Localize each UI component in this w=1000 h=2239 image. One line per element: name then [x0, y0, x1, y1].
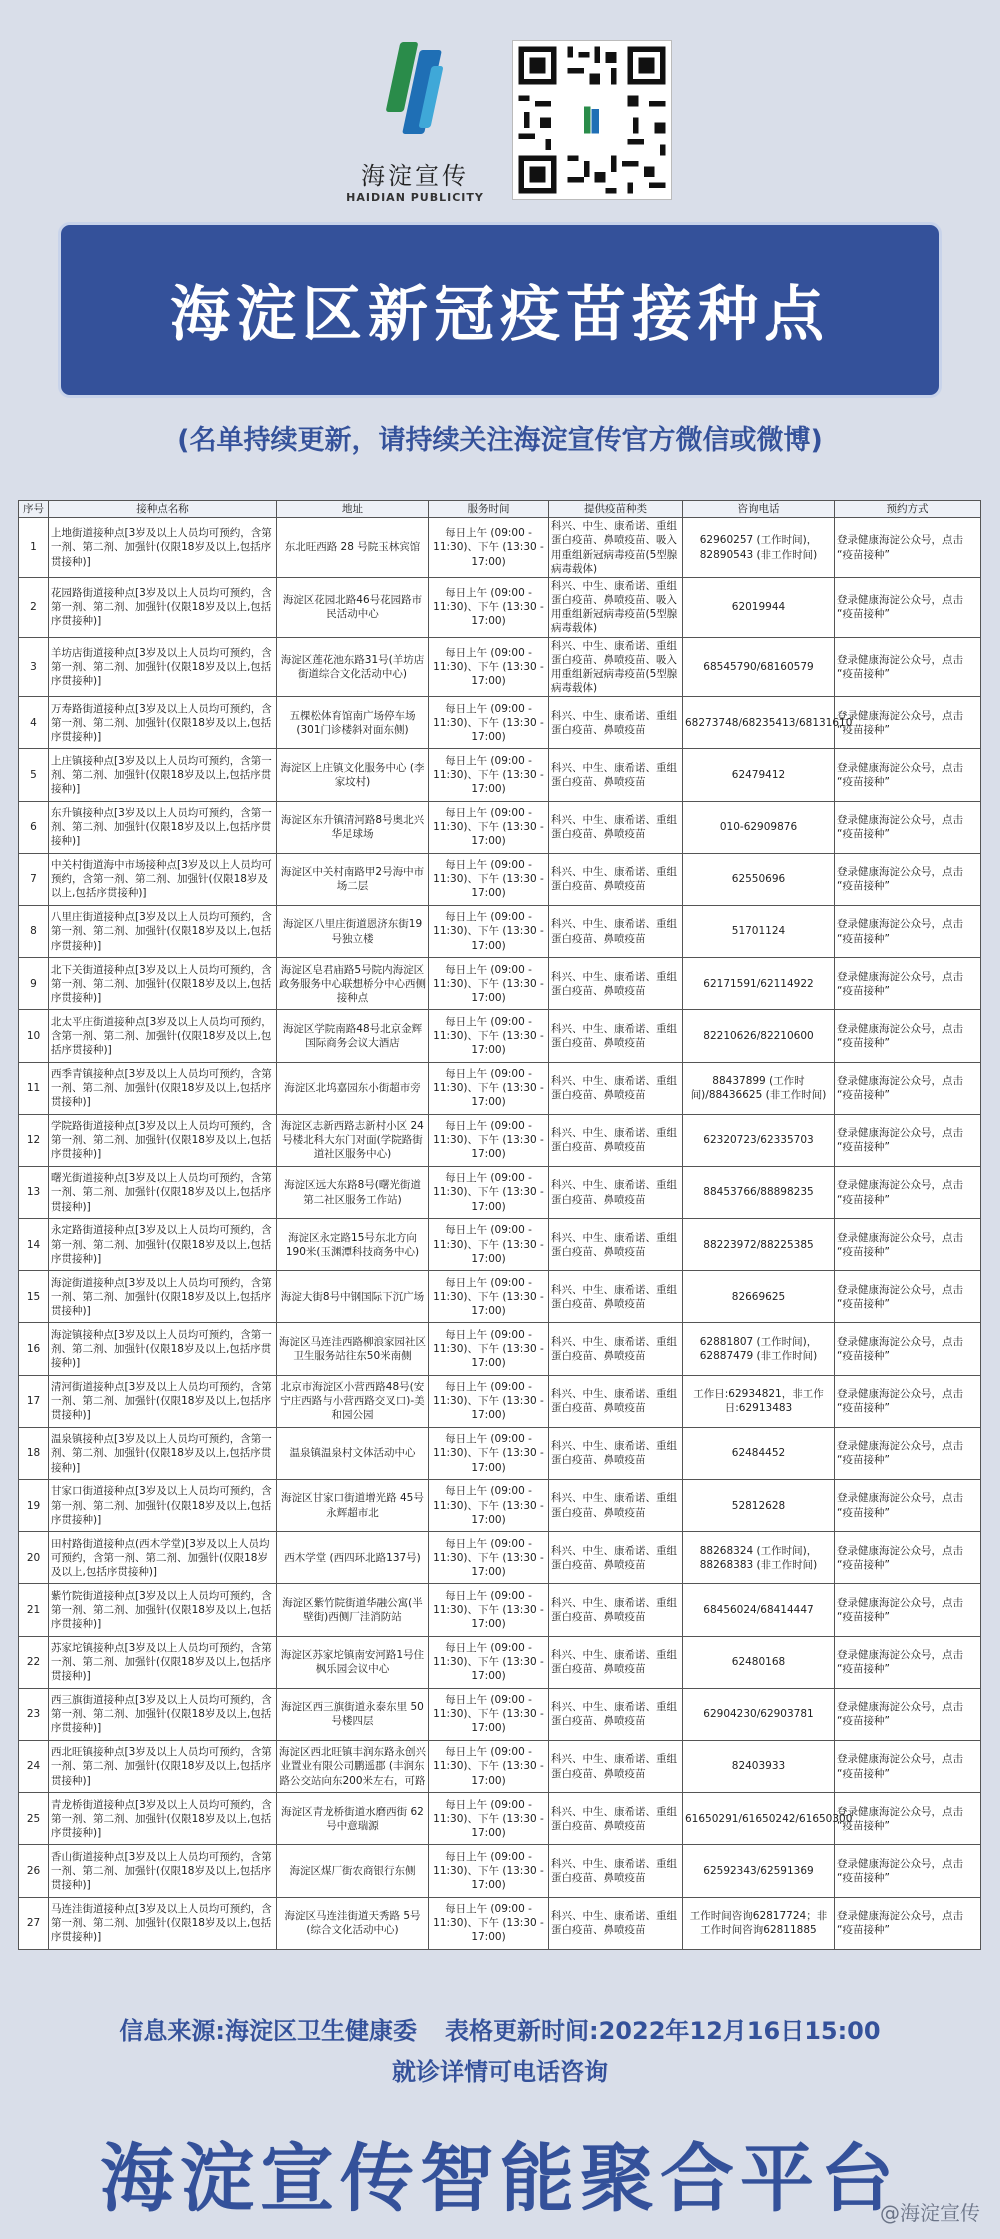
consult-phone: 68456024/68414447: [683, 1584, 835, 1636]
site-name: 上庄镇接种点[3岁及以上人员均可预约，含第一剂、第二剂、加强针(仅限18岁及以上,包括序贯接种)]: [49, 749, 277, 801]
site-address: 海淀区甘家口街道增光路 45号永辉超市北: [277, 1480, 429, 1532]
service-time: 每日上午 (09:00 - 11:30)、下午 (13:30 - 17:00): [429, 697, 549, 749]
footer-info: [0, 2011, 1000, 2087]
vaccine-types: 科兴、中生、康希诺、重组蛋白疫苗、鼻喷疫苗、吸入用重组新冠病毒疫苗(5型腺病毒载体): [549, 577, 683, 637]
qr-code-icon: [513, 41, 671, 199]
row-number: 12: [19, 1114, 49, 1166]
column-header: 预约方式: [835, 501, 981, 518]
vaccine-types: 科兴、中生、康希诺、重组蛋白疫苗、鼻喷疫苗: [549, 1219, 683, 1271]
table-row: [19, 1219, 981, 1271]
booking-method: 登录健康海淀公众号，点击 “疫苗接种”: [835, 1062, 981, 1114]
site-name: 北太平庄街道接种点[3岁及以上人员均可预约，含第一剂、第二剂、加强针(仅限18岁及以上,包括序贯接种)]: [49, 1010, 277, 1062]
site-address: 海淀大街8号中钢国际下沉广场: [277, 1271, 429, 1323]
row-number: 27: [19, 1897, 49, 1949]
page-title: 海淀区新冠疫苗接种点: [170, 280, 830, 350]
row-number: 6: [19, 801, 49, 853]
site-address: 海淀区永定路15号东北方向190米(玉渊潭科技商务中心): [277, 1219, 429, 1271]
column-header: 接种点名称: [49, 501, 277, 518]
site-address: 海淀区上庄镇文化服务中心 (李家坟村): [277, 749, 429, 801]
consult-phone: 62171591/62114922: [683, 958, 835, 1010]
service-time: 每日上午 (09:00 - 11:30)、下午 (13:30 - 17:00): [429, 577, 549, 637]
site-name: 青龙桥街道接种点[3岁及以上人员均可预约，含第一剂、第二剂、加强针(仅限18岁及以上,包括序贯接种)]: [49, 1793, 277, 1845]
booking-method: 登录健康海淀公众号，点击 “疫苗接种”: [835, 1688, 981, 1740]
site-name: 田村路街道接种点(西木学堂)[3岁及以上人员均可预约，含第一剂、第二剂、加强针(仅限18岁及以上,包括序贯接种)]: [49, 1532, 277, 1584]
table-row: [19, 1062, 981, 1114]
site-address: 海淀区北坞嘉园东小街超市旁: [277, 1062, 429, 1114]
table-row: [19, 1584, 981, 1636]
consult-phone: 68273748/68235413/68131610: [683, 697, 835, 749]
logo-mark-icon: [375, 36, 455, 146]
table-row: [19, 1845, 981, 1897]
booking-method: 登录健康海淀公众号，点击 “疫苗接种”: [835, 577, 981, 637]
vaccine-types: 科兴、中生、康希诺、重组蛋白疫苗、鼻喷疫苗: [549, 1114, 683, 1166]
consult-phone: 62550696: [683, 853, 835, 905]
table-row: [19, 749, 981, 801]
logo-text-en: HAIDIAN PUBLICITY: [346, 191, 484, 204]
service-time: 每日上午 (09:00 - 11:30)、下午 (13:30 - 17:00): [429, 1793, 549, 1845]
haidian-logo: [340, 36, 490, 206]
row-number: 20: [19, 1532, 49, 1584]
column-header: 咨询电话: [683, 501, 835, 518]
booking-method: 登录健康海淀公众号，点击 “疫苗接种”: [835, 1010, 981, 1062]
vaccination-sites-table: [18, 500, 980, 1950]
vaccine-types: 科兴、中生、康希诺、重组蛋白疫苗、鼻喷疫苗: [549, 697, 683, 749]
row-number: 10: [19, 1010, 49, 1062]
booking-method: 登录健康海淀公众号，点击 “疫苗接种”: [835, 1897, 981, 1949]
consult-phone: 62479412: [683, 749, 835, 801]
consult-phone: 62019944: [683, 577, 835, 637]
table-row: [19, 1323, 981, 1375]
logo-text-cn: 海淀宣传: [361, 162, 469, 190]
vaccine-types: 科兴、中生、康希诺、重组蛋白疫苗、鼻喷疫苗: [549, 1532, 683, 1584]
site-address: 海淀区马连洼西路柳浪家园社区卫生服务站往东50米南侧: [277, 1323, 429, 1375]
site-name: 东升镇接种点[3岁及以上人员均可预约，含第一剂、第二剂、加强针(仅限18岁及以上,包括序贯接种)]: [49, 801, 277, 853]
column-header: 提供疫苗种类: [549, 501, 683, 518]
site-address: 温泉镇温泉村文体活动中心: [277, 1427, 429, 1479]
vaccine-types: 科兴、中生、康希诺、重组蛋白疫苗、鼻喷疫苗: [549, 853, 683, 905]
consult-phone: 62320723/62335703: [683, 1114, 835, 1166]
vaccine-types: 科兴、中生、康希诺、重组蛋白疫苗、鼻喷疫苗: [549, 1688, 683, 1740]
service-time: 每日上午 (09:00 - 11:30)、下午 (13:30 - 17:00): [429, 1271, 549, 1323]
booking-method: 登录健康海淀公众号，点击 “疫苗接种”: [835, 1584, 981, 1636]
vaccine-types: 科兴、中生、康希诺、重组蛋白疫苗、鼻喷疫苗: [549, 1636, 683, 1688]
row-number: 19: [19, 1480, 49, 1532]
column-header: 序号: [19, 501, 49, 518]
site-name: 西三旗街道接种点[3岁及以上人员均可预约，含第一剂、第二剂、加强针(仅限18岁及以上,包括序贯接种)]: [49, 1688, 277, 1740]
vaccine-types: 科兴、中生、康希诺、重组蛋白疫苗、鼻喷疫苗: [549, 1010, 683, 1062]
site-address: 海淀区学院南路48号北京金辉国际商务会议大酒店: [277, 1010, 429, 1062]
table-row: [19, 905, 981, 957]
row-number: 11: [19, 1062, 49, 1114]
consult-phone: 工作日:62934821，非工作日:62913483: [683, 1375, 835, 1427]
booking-method: 登录健康海淀公众号，点击 “疫苗接种”: [835, 518, 981, 578]
service-time: 每日上午 (09:00 - 11:30)、下午 (13:30 - 17:00): [429, 1584, 549, 1636]
site-address: 海淀区皂君庙路5号院内海淀区政务服务中心联想桥分中心西侧接种点: [277, 958, 429, 1010]
site-address: 西木学堂 (西四环北路137号): [277, 1532, 429, 1584]
row-number: 21: [19, 1584, 49, 1636]
table-row: [19, 958, 981, 1010]
table-row: [19, 853, 981, 905]
subtitle: (名单持续更新，请持续关注海淀宣传官方微信或微博): [177, 425, 823, 456]
site-address: 海淀区志新西路志新村小区 24号楼北科大东门对面(学院路街道社区服务中心): [277, 1114, 429, 1166]
service-time: 每日上午 (09:00 - 11:30)、下午 (13:30 - 17:00): [429, 1845, 549, 1897]
column-header: 地址: [277, 501, 429, 518]
consult-phone: 62592343/62591369: [683, 1845, 835, 1897]
booking-method: 登录健康海淀公众号，点击 “疫苗接种”: [835, 1323, 981, 1375]
consult-phone: 62904230/62903781: [683, 1688, 835, 1740]
row-number: 2: [19, 577, 49, 637]
vaccine-types: 科兴、中生、康希诺、重组蛋白疫苗、鼻喷疫苗: [549, 801, 683, 853]
service-time: 每日上午 (09:00 - 11:30)、下午 (13:30 - 17:00): [429, 1323, 549, 1375]
table-row: [19, 518, 981, 578]
service-time: 每日上午 (09:00 - 11:30)、下午 (13:30 - 17:00): [429, 1062, 549, 1114]
row-number: 7: [19, 853, 49, 905]
vaccine-types: 科兴、中生、康希诺、重组蛋白疫苗、鼻喷疫苗: [549, 1323, 683, 1375]
table-row: [19, 1897, 981, 1949]
update-time: 表格更新时间:2022年12月16日15:00: [445, 2017, 881, 2045]
table-row: [19, 1793, 981, 1845]
service-time: 每日上午 (09:00 - 11:30)、下午 (13:30 - 17:00): [429, 637, 549, 697]
vaccine-types: 科兴、中生、康希诺、重组蛋白疫苗、鼻喷疫苗、吸入用重组新冠病毒疫苗(5型腺病毒载体): [549, 518, 683, 578]
booking-method: 登录健康海淀公众号，点击 “疫苗接种”: [835, 905, 981, 957]
table-row: [19, 1010, 981, 1062]
row-number: 3: [19, 637, 49, 697]
booking-method: 登录健康海淀公众号，点击 “疫苗接种”: [835, 1427, 981, 1479]
vaccine-types: 科兴、中生、康希诺、重组蛋白疫苗、鼻喷疫苗: [549, 1584, 683, 1636]
booking-method: 登录健康海淀公众号，点击 “疫苗接种”: [835, 1740, 981, 1792]
consult-phone: 62881807 (工作时间)，62887479 (非工作时间): [683, 1323, 835, 1375]
table-row: [19, 1114, 981, 1166]
service-time: 每日上午 (09:00 - 11:30)、下午 (13:30 - 17:00): [429, 1532, 549, 1584]
booking-method: 登录健康海淀公众号，点击 “疫苗接种”: [835, 853, 981, 905]
booking-method: 登录健康海淀公众号，点击 “疫苗接种”: [835, 801, 981, 853]
site-address: 五棵松体育馆南广场停车场(301门诊楼斜对面东侧): [277, 697, 429, 749]
site-name: 马连洼街道接种点[3岁及以上人员均可预约，含第一剂、第二剂、加强针(仅限18岁及以上,包括序贯接种)]: [49, 1897, 277, 1949]
booking-method: 登录健康海淀公众号，点击 “疫苗接种”: [835, 958, 981, 1010]
consult-phone: 52812628: [683, 1480, 835, 1532]
service-time: 每日上午 (09:00 - 11:30)、下午 (13:30 - 17:00): [429, 1010, 549, 1062]
title-banner: [58, 222, 942, 398]
row-number: 24: [19, 1740, 49, 1792]
site-address: 海淀区远大东路8号(曙光街道第二社区服务工作站): [277, 1166, 429, 1218]
site-name: 甘家口街道接种点[3岁及以上人员均可预约，含第一剂、第二剂、加强针(仅限18岁及以上,包括序贯接种)]: [49, 1480, 277, 1532]
row-number: 23: [19, 1688, 49, 1740]
row-number: 13: [19, 1166, 49, 1218]
table-row: [19, 697, 981, 749]
row-number: 9: [19, 958, 49, 1010]
site-name: 八里庄街道接种点[3岁及以上人员均可预约，含第一剂、第二剂、加强针(仅限18岁及以上,包括序贯接种)]: [49, 905, 277, 957]
site-name: 永定路街道接种点[3岁及以上人员均可预约，含第一剂、第二剂、加强针(仅限18岁及以上,包括序贯接种)]: [49, 1219, 277, 1271]
booking-method: 登录健康海淀公众号，点击 “疫苗接种”: [835, 1845, 981, 1897]
consult-phone: 82210626/82210600: [683, 1010, 835, 1062]
site-address: 海淀区中关村南路甲2号海中市场二层: [277, 853, 429, 905]
consult-phone: 62960257 (工作时间)，82890543 (非工作时间): [683, 518, 835, 578]
site-address: 海淀区马连洼街道天秀路 5号(综合文化活动中心): [277, 1897, 429, 1949]
site-name: 西季青镇接种点[3岁及以上人员均可预约，含第一剂、第二剂、加强针(仅限18岁及以上,包括序贯接种)]: [49, 1062, 277, 1114]
row-number: 8: [19, 905, 49, 957]
table-row: [19, 1427, 981, 1479]
booking-method: 登录健康海淀公众号，点击 “疫苗接种”: [835, 749, 981, 801]
row-number: 16: [19, 1323, 49, 1375]
site-name: 海淀镇接种点[3岁及以上人员均可预约，含第一剂、第二剂、加强针(仅限18岁及以上,包括序贯接种)]: [49, 1323, 277, 1375]
weibo-watermark: @海淀宣传: [880, 2201, 980, 2225]
site-address: 海淀区紫竹院街道华融公寓(半壁街)西侧厂洼消防站: [277, 1584, 429, 1636]
service-time: 每日上午 (09:00 - 11:30)、下午 (13:30 - 17:00): [429, 1427, 549, 1479]
booking-method: 登录健康海淀公众号，点击 “疫苗接种”: [835, 1532, 981, 1584]
site-name: 上地街道接种点[3岁及以上人员均可预约，含第一剂、第二剂、加强针(仅限18岁及以上,包括序贯接种)]: [49, 518, 277, 578]
vaccine-types: 科兴、中生、康希诺、重组蛋白疫苗、鼻喷疫苗: [549, 749, 683, 801]
site-name: 北下关街道接种点[3岁及以上人员均可预约，含第一剂、第二剂、加强针(仅限18岁及以上,包括序贯接种)]: [49, 958, 277, 1010]
site-name: 海淀街道接种点[3岁及以上人员均可预约，含第一剂、第二剂、加强针(仅限18岁及以上,包括序贯接种)]: [49, 1271, 277, 1323]
service-time: 每日上午 (09:00 - 11:30)、下午 (13:30 - 17:00): [429, 1166, 549, 1218]
site-address: 海淀区煤厂街农商银行东侧: [277, 1845, 429, 1897]
consult-phone: 82669625: [683, 1271, 835, 1323]
consult-phone: 62484452: [683, 1427, 835, 1479]
qr-code[interactable]: [512, 40, 672, 200]
site-name: 万寿路街道接种点[3岁及以上人员均可预约，含第一剂、第二剂、加强针(仅限18岁及以上,包括序贯接种)]: [49, 697, 277, 749]
booking-method: 登录健康海淀公众号，点击 “疫苗接种”: [835, 697, 981, 749]
consult-phone: 61650291/61650242/61650300: [683, 1793, 835, 1845]
consult-phone: 68545790/68160579: [683, 637, 835, 697]
site-name: 紫竹院街道接种点[3岁及以上人员均可预约，含第一剂、第二剂、加强针(仅限18岁及以上,包括序贯接种)]: [49, 1584, 277, 1636]
booking-method: 登录健康海淀公众号，点击 “疫苗接种”: [835, 1219, 981, 1271]
service-time: 每日上午 (09:00 - 11:30)、下午 (13:30 - 17:00): [429, 1740, 549, 1792]
consult-phone: 88453766/88898235: [683, 1166, 835, 1218]
consult-phone: 82403933: [683, 1740, 835, 1792]
site-name: 羊坊店街道接种点[3岁及以上人员均可预约，含第一剂、第二剂、加强针(仅限18岁及以上,包括序贯接种)]: [49, 637, 277, 697]
row-number: 22: [19, 1636, 49, 1688]
table-row: [19, 1688, 981, 1740]
row-number: 5: [19, 749, 49, 801]
table-row: [19, 801, 981, 853]
site-address: 海淀区八里庄街道恩济东街19号独立楼: [277, 905, 429, 957]
booking-method: 登录健康海淀公众号，点击 “疫苗接种”: [835, 1114, 981, 1166]
site-name: 曙光街道接种点[3岁及以上人员均可预约，含第一剂、第二剂、加强针(仅限18岁及以上,包括序贯接种)]: [49, 1166, 277, 1218]
consult-phone: 88223972/88225385: [683, 1219, 835, 1271]
column-header: 服务时间: [429, 501, 549, 518]
booking-method: 登录健康海淀公众号，点击 “疫苗接种”: [835, 637, 981, 697]
vaccine-types: 科兴、中生、康希诺、重组蛋白疫苗、鼻喷疫苗: [549, 958, 683, 1010]
consult-note: 就诊详情可电话咨询: [392, 2058, 608, 2086]
service-time: 每日上午 (09:00 - 11:30)、下午 (13:30 - 17:00): [429, 853, 549, 905]
site-address: 海淀区西北旺镇丰润东路永创兴业置业有限公司鹏遥郡 (丰润东路公交站向东200米左右，可路: [277, 1740, 429, 1792]
table-header-row: [19, 501, 981, 518]
vaccine-types: 科兴、中生、康希诺、重组蛋白疫苗、鼻喷疫苗: [549, 1375, 683, 1427]
vaccine-types: 科兴、中生、康希诺、重组蛋白疫苗、鼻喷疫苗: [549, 1793, 683, 1845]
booking-method: 登录健康海淀公众号，点击 “疫苗接种”: [835, 1166, 981, 1218]
vaccine-types: 科兴、中生、康希诺、重组蛋白疫苗、鼻喷疫苗: [549, 1845, 683, 1897]
service-time: 每日上午 (09:00 - 11:30)、下午 (13:30 - 17:00): [429, 801, 549, 853]
site-address: 北京市海淀区小营西路48号(安宁庄西路与小营西路交叉口)-美和园公园: [277, 1375, 429, 1427]
vaccine-types: 科兴、中生、康希诺、重组蛋白疫苗、鼻喷疫苗: [549, 905, 683, 957]
booking-method: 登录健康海淀公众号，点击 “疫苗接种”: [835, 1375, 981, 1427]
table-row: [19, 1480, 981, 1532]
header: [0, 0, 1000, 215]
consult-phone: 010-62909876: [683, 801, 835, 853]
site-name: 西北旺镇接种点[3岁及以上人员均可预约，含第一剂、第二剂、加强针(仅限18岁及以上,包括序贯接种)]: [49, 1740, 277, 1792]
service-time: 每日上午 (09:00 - 11:30)、下午 (13:30 - 17:00): [429, 905, 549, 957]
vaccine-types: 科兴、中生、康希诺、重组蛋白疫苗、鼻喷疫苗: [549, 1271, 683, 1323]
row-number: 15: [19, 1271, 49, 1323]
booking-method: 登录健康海淀公众号，点击 “疫苗接种”: [835, 1480, 981, 1532]
service-time: 每日上午 (09:00 - 11:30)、下午 (13:30 - 17:00): [429, 958, 549, 1010]
service-time: 每日上午 (09:00 - 11:30)、下午 (13:30 - 17:00): [429, 1480, 549, 1532]
table-row: [19, 637, 981, 697]
row-number: 1: [19, 518, 49, 578]
table-row: [19, 1375, 981, 1427]
site-address: 海淀区莲花池东路31号(羊坊店街道综合文化活动中心): [277, 637, 429, 697]
table-row: [19, 1532, 981, 1584]
service-time: 每日上午 (09:00 - 11:30)、下午 (13:30 - 17:00): [429, 1114, 549, 1166]
platform-title: 海淀宣传智能聚合平台: [100, 2136, 900, 2222]
site-address: 海淀区西三旗街道永泰东里 50号楼四层: [277, 1688, 429, 1740]
site-name: 温泉镇接种点[3岁及以上人员均可预约，含第一剂、第二剂、加强针(仅限18岁及以上,包括序贯接种)]: [49, 1427, 277, 1479]
table-row: [19, 1740, 981, 1792]
booking-method: 登录健康海淀公众号，点击 “疫苗接种”: [835, 1271, 981, 1323]
consult-phone: 88268324 (工作时间)，88268383 (非工作时间): [683, 1532, 835, 1584]
service-time: 每日上午 (09:00 - 11:30)、下午 (13:30 - 17:00): [429, 1688, 549, 1740]
vaccine-types: 科兴、中生、康希诺、重组蛋白疫苗、鼻喷疫苗、吸入用重组新冠病毒疫苗(5型腺病毒载体): [549, 637, 683, 697]
service-time: 每日上午 (09:00 - 11:30)、下午 (13:30 - 17:00): [429, 1375, 549, 1427]
site-name: 清河街道接种点[3岁及以上人员均可预约，含第一剂、第二剂、加强针(仅限18岁及以上,包括序贯接种)]: [49, 1375, 277, 1427]
site-name: 花园路街道接种点[3岁及以上人员均可预约，含第一剂、第二剂、加强针(仅限18岁及以上,包括序贯接种)]: [49, 577, 277, 637]
consult-phone: 88437899 (工作时间)/88436625 (非工作时间): [683, 1062, 835, 1114]
table-row: [19, 1166, 981, 1218]
info-source: 信息来源:海淀区卫生健康委: [119, 2017, 417, 2045]
site-name: 香山街道接种点[3岁及以上人员均可预约，含第一剂、第二剂、加强针(仅限18岁及以上,包括序贯接种)]: [49, 1845, 277, 1897]
service-time: 每日上午 (09:00 - 11:30)、下午 (13:30 - 17:00): [429, 1636, 549, 1688]
site-name: 学院路街道接种点[3岁及以上人员均可预约，含第一剂、第二剂、加强针(仅限18岁及以上,包括序贯接种)]: [49, 1114, 277, 1166]
row-number: 18: [19, 1427, 49, 1479]
vaccine-types: 科兴、中生、康希诺、重组蛋白疫苗、鼻喷疫苗: [549, 1166, 683, 1218]
vaccine-types: 科兴、中生、康希诺、重组蛋白疫苗、鼻喷疫苗: [549, 1427, 683, 1479]
site-address: 海淀区苏家坨镇南安河路1号住枫乐园会议中心: [277, 1636, 429, 1688]
table-row: [19, 1636, 981, 1688]
service-time: 每日上午 (09:00 - 11:30)、下午 (13:30 - 17:00): [429, 749, 549, 801]
consult-phone: 51701124: [683, 905, 835, 957]
service-time: 每日上午 (09:00 - 11:30)、下午 (13:30 - 17:00): [429, 518, 549, 578]
table-row: [19, 1271, 981, 1323]
consult-phone: 工作时间咨询62817724；非工作时间咨询62811885: [683, 1897, 835, 1949]
vaccine-types: 科兴、中生、康希诺、重组蛋白疫苗、鼻喷疫苗: [549, 1480, 683, 1532]
vaccine-types: 科兴、中生、康希诺、重组蛋白疫苗、鼻喷疫苗: [549, 1740, 683, 1792]
row-number: 4: [19, 697, 49, 749]
table-row: [19, 577, 981, 637]
booking-method: 登录健康海淀公众号，点击 “疫苗接种”: [835, 1636, 981, 1688]
row-number: 17: [19, 1375, 49, 1427]
consult-phone: 62480168: [683, 1636, 835, 1688]
site-name: 苏家坨镇接种点[3岁及以上人员均可预约，含第一剂、第二剂、加强针(仅限18岁及以上,包括序贯接种)]: [49, 1636, 277, 1688]
vaccine-types: 科兴、中生、康希诺、重组蛋白疫苗、鼻喷疫苗: [549, 1897, 683, 1949]
site-address: 东北旺西路 28 号院玉林宾馆: [277, 518, 429, 578]
vaccine-types: 科兴、中生、康希诺、重组蛋白疫苗、鼻喷疫苗: [549, 1062, 683, 1114]
row-number: 26: [19, 1845, 49, 1897]
row-number: 25: [19, 1793, 49, 1845]
service-time: 每日上午 (09:00 - 11:30)、下午 (13:30 - 17:00): [429, 1219, 549, 1271]
site-name: 中关村街道海中市场接种点[3岁及以上人员均可预约，含第一剂、第二剂、加强针(仅限18岁及以上,包括序贯接种)]: [49, 853, 277, 905]
site-address: 海淀区青龙桥街道水磨西街 62号中意瑞源: [277, 1793, 429, 1845]
booking-method: 登录健康海淀公众号，点击 “疫苗接种”: [835, 1793, 981, 1845]
service-time: 每日上午 (09:00 - 11:30)、下午 (13:30 - 17:00): [429, 1897, 549, 1949]
site-address: 海淀区东升镇清河路8号奥北兴华足球场: [277, 801, 429, 853]
row-number: 14: [19, 1219, 49, 1271]
site-address: 海淀区花园北路46号花园路市民活动中心: [277, 577, 429, 637]
